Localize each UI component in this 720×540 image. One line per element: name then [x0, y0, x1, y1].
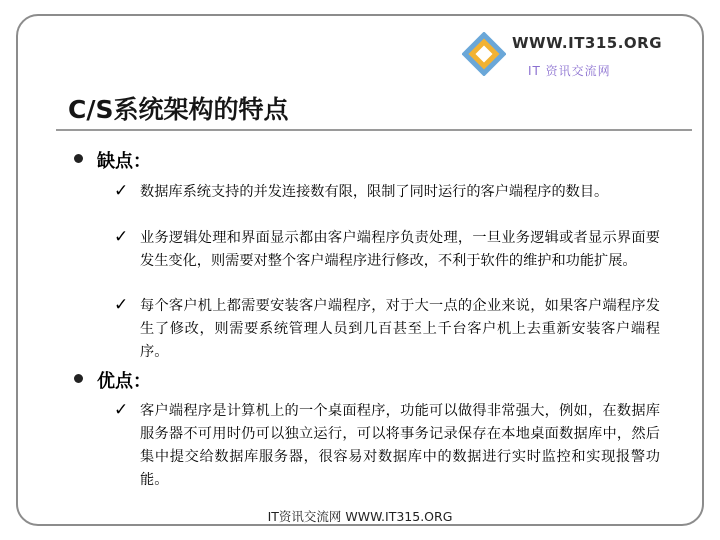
- logo-text: WWW.IT315.ORG: [512, 34, 663, 52]
- title-divider: [56, 129, 692, 131]
- list-item-text: 每个客户机上都需要安装客户端程序，对于大一点的企业来说，如果客户端程序发生了修改，则需要系统管理人员到几百甚至上千台客户机上去重新安装客户端程序。: [140, 298, 660, 360]
- list-item-text: 数据库系统支持的并发连接数有限，限制了同时运行的客户端程序的数目。: [140, 184, 609, 200]
- check-icon: ✓: [114, 295, 129, 315]
- check-icon: ✓: [114, 181, 129, 201]
- footer-text: IT资讯交流网 WWW.IT315.ORG: [267, 509, 453, 524]
- section-cons: [74, 147, 274, 173]
- list-item-text: 业务逻辑处理和界面显示都由客户端程序负责处理，一旦业务逻辑或者显示界面要发生变化，则需要对整个客户端程序进行修改，不利于软件的维护和功能扩展。: [140, 230, 660, 269]
- list-item-text: 客户端程序是计算机上的一个桌面程序，功能可以做得非常强大，例如，在数据库服务器不可用时仍可以独立运行，可以将事务记录保存在本地桌面数据库中，然后集中提交给数据库服务器，很容易对数据库中的数据进行实时监控和实现报警功能。: [140, 403, 660, 488]
- logo-emblem-icon: [462, 32, 506, 76]
- check-icon: ✓: [114, 227, 129, 247]
- slide-title: C/S系统架构的特点: [68, 95, 289, 124]
- logo-subtitle: IT 资讯交流网: [528, 64, 611, 78]
- section-heading: 缺点：: [97, 151, 151, 172]
- check-icon: ✓: [114, 400, 129, 420]
- section-heading: 优点：: [97, 371, 151, 392]
- site-logo: [462, 28, 662, 86]
- dot-icon: [74, 374, 83, 383]
- section-pros: [74, 367, 274, 393]
- dot-icon: [74, 154, 83, 163]
